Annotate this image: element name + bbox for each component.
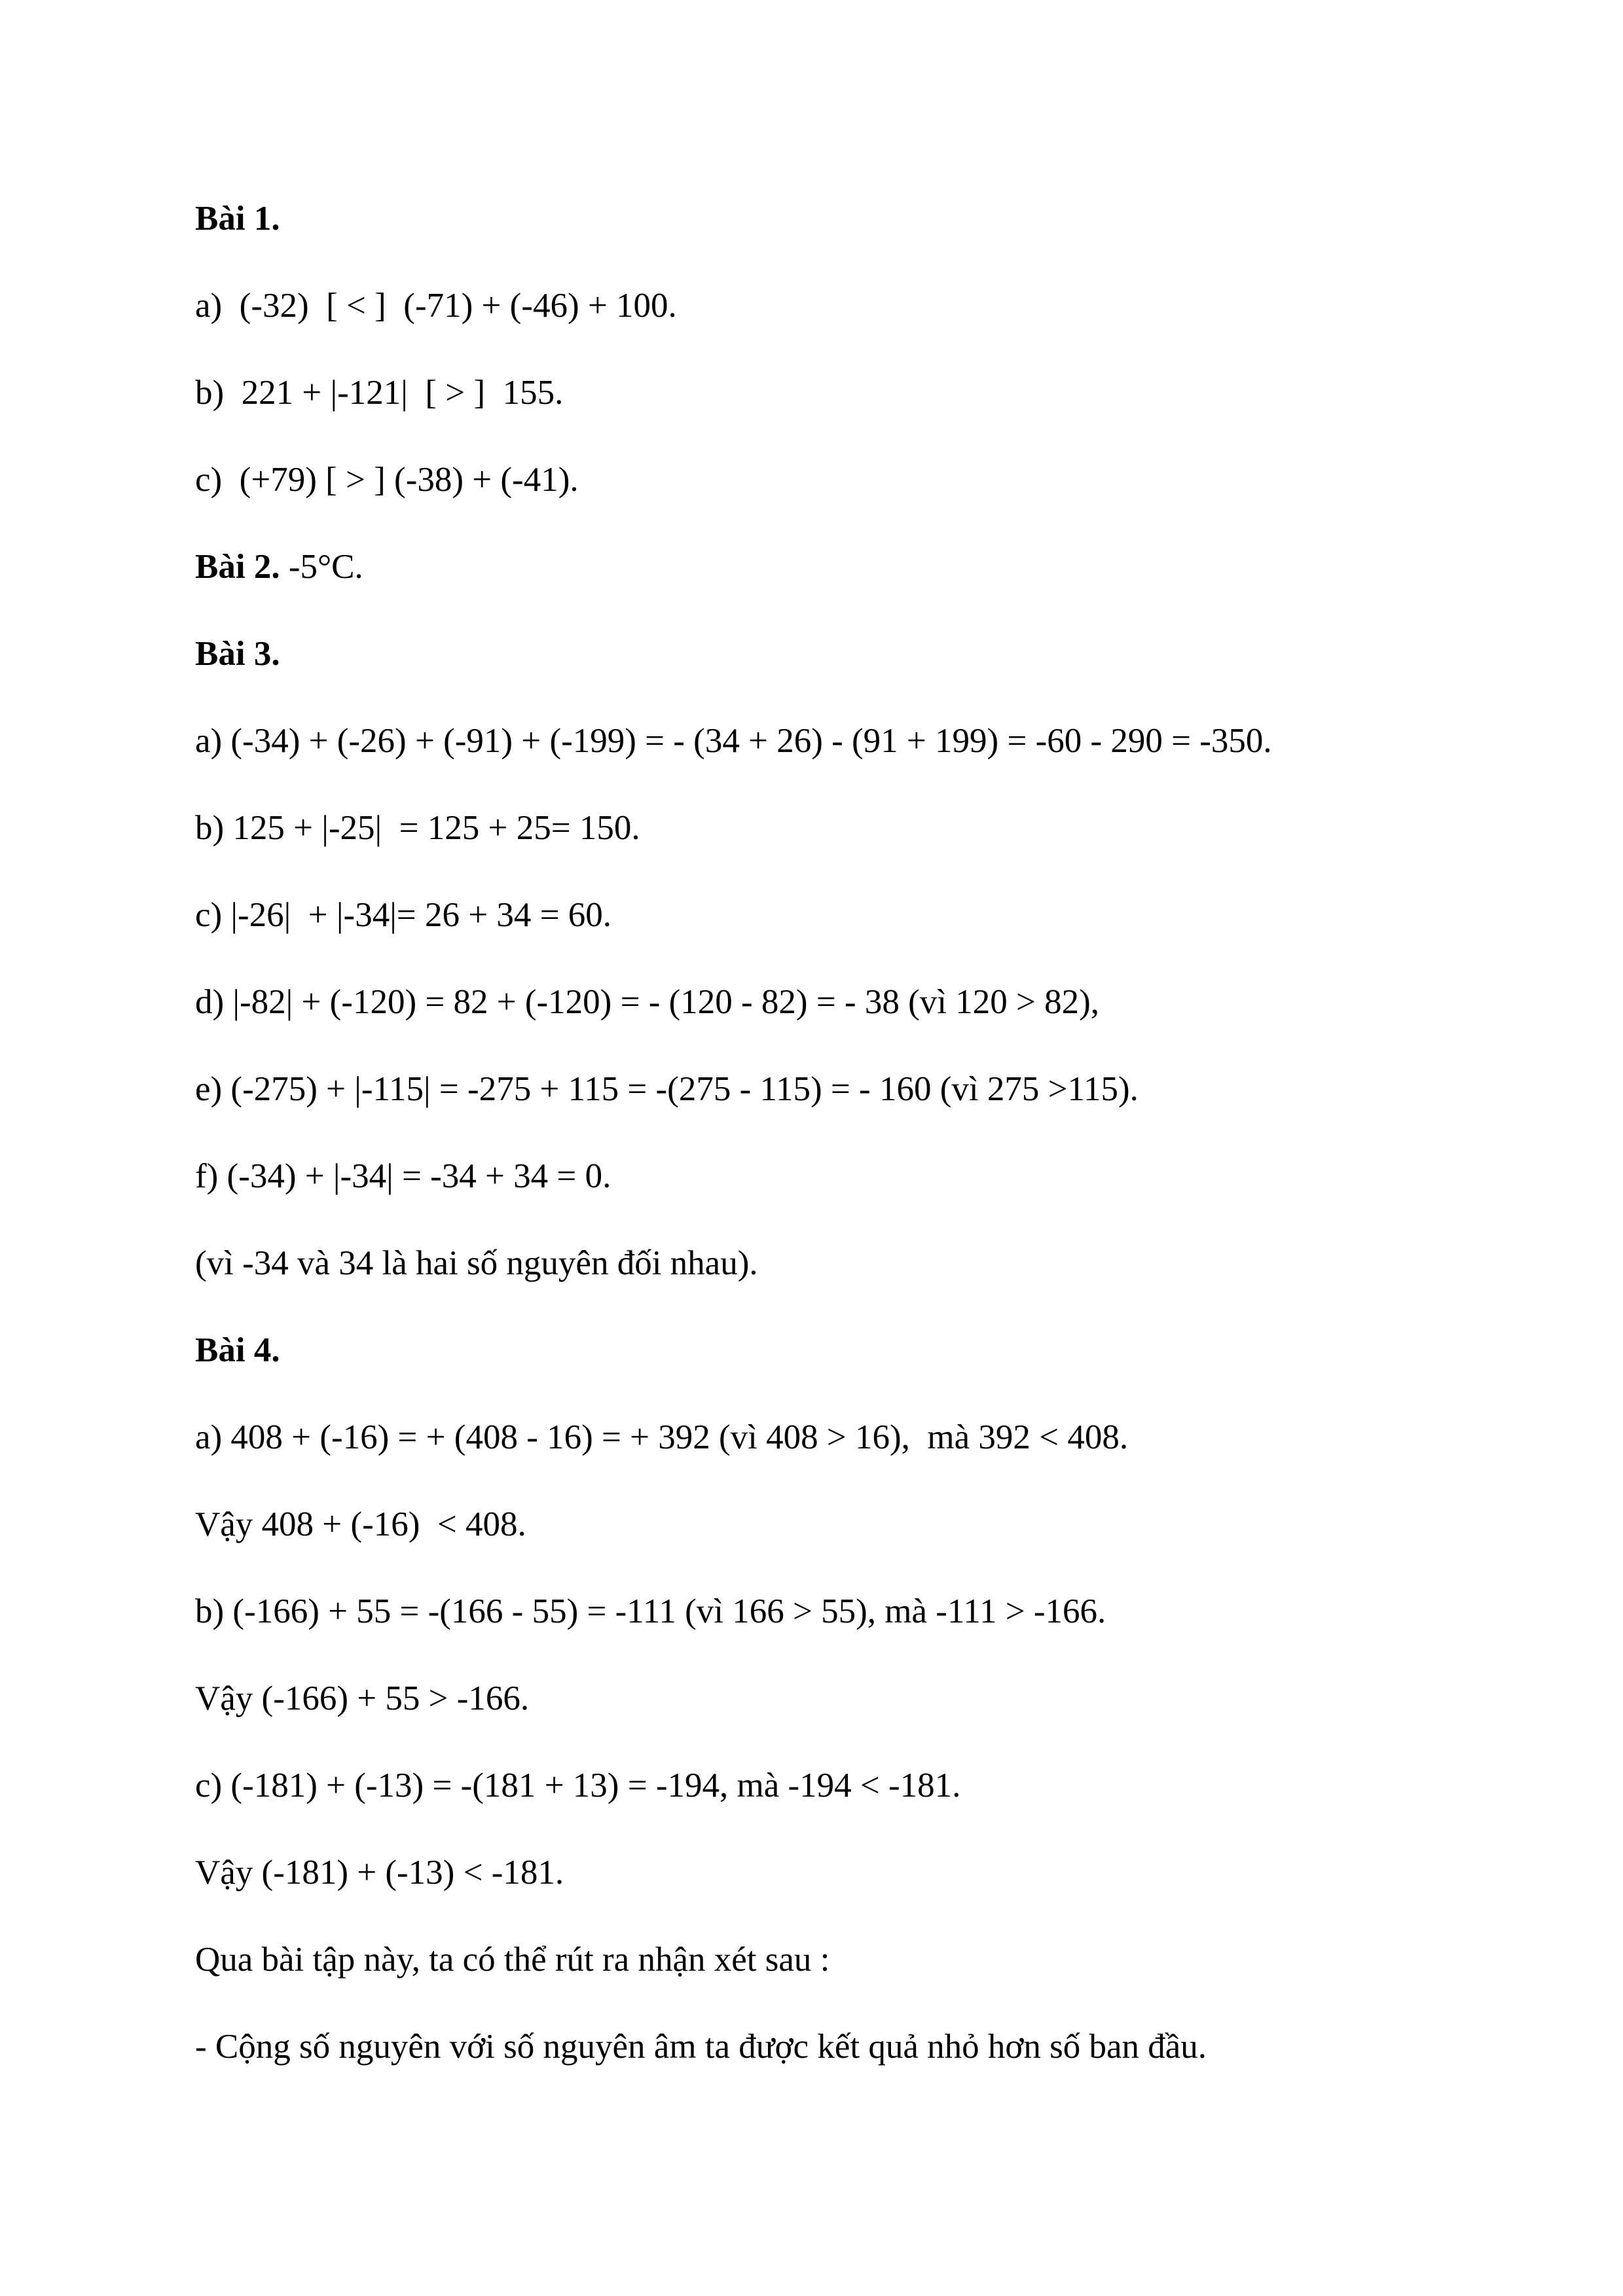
- bai4-part-a: a) 408 + (-16) = + (408 - 16) = + 392 (vì 408 > 16), mà 392 < 408.: [195, 1418, 1129, 1456]
- bai4-part-a-conclusion: Vậy 408 + (-16) < 408.: [195, 1505, 526, 1543]
- bai1-heading: Bài 1.: [195, 200, 280, 238]
- bai1-part-b: b) 221 + |-121| [ > ] 155.: [195, 374, 564, 412]
- bai3-part-a: a) (-34) + (-26) + (-91) + (-199) = - (34 + 26) - (91 + 199) = -60 - 290 = -350.: [195, 722, 1272, 760]
- bai4-remark-intro: Qua bài tập này, ta có thể rút ra nhận xét sau :: [195, 1941, 830, 1979]
- bai4-part-b-conclusion: Vậy (-166) + 55 > -166.: [195, 1679, 530, 1717]
- bai1-part-c: c) (+79) [ > ] (-38) + (-41).: [195, 461, 579, 499]
- bai3-part-e: e) (-275) + |-115| = -275 + 115 = -(275 - 115) = - 160 (vì 275 >115).: [195, 1070, 1139, 1108]
- bai3-heading: Bài 3.: [195, 635, 280, 673]
- bai2-heading: Bài 2.: [195, 548, 280, 586]
- bai4-part-c-conclusion: Vậy (-181) + (-13) < -181.: [195, 1854, 564, 1892]
- bai4-part-c: c) (-181) + (-13) = -(181 + 13) = -194, mà -194 < -181.: [195, 1767, 961, 1804]
- bai3-part-f: f) (-34) + |-34| = -34 + 34 = 0.: [195, 1157, 611, 1195]
- bai3-note: (vì -34 và 34 là hai số nguyên đối nhau).: [195, 1244, 758, 1282]
- bai4-remark-1: - Cộng số nguyên với số nguyên âm ta được kết quả nhỏ hơn số ban đầu.: [195, 2028, 1207, 2066]
- bai3-part-d: d) |-82| + (-120) = 82 + (-120) = - (120 - 82) = - 38 (vì 120 > 82),: [195, 983, 1100, 1021]
- bai2-line: [195, 546, 363, 588]
- bai4-part-b: b) (-166) + 55 = -(166 - 55) = -111 (vì 166 > 55), mà -111 > -166.: [195, 1592, 1106, 1630]
- bai3-part-b: b) 125 + |-25| = 125 + 25= 150.: [195, 809, 640, 847]
- bai3-part-c: c) |-26| + |-34|= 26 + 34 = 60.: [195, 896, 611, 934]
- bai1-part-a: a) (-32) [ < ] (-71) + (-46) + 100.: [195, 287, 677, 325]
- bai4-heading: Bài 4.: [195, 1331, 280, 1369]
- bai2-answer: -5°C.: [280, 548, 363, 586]
